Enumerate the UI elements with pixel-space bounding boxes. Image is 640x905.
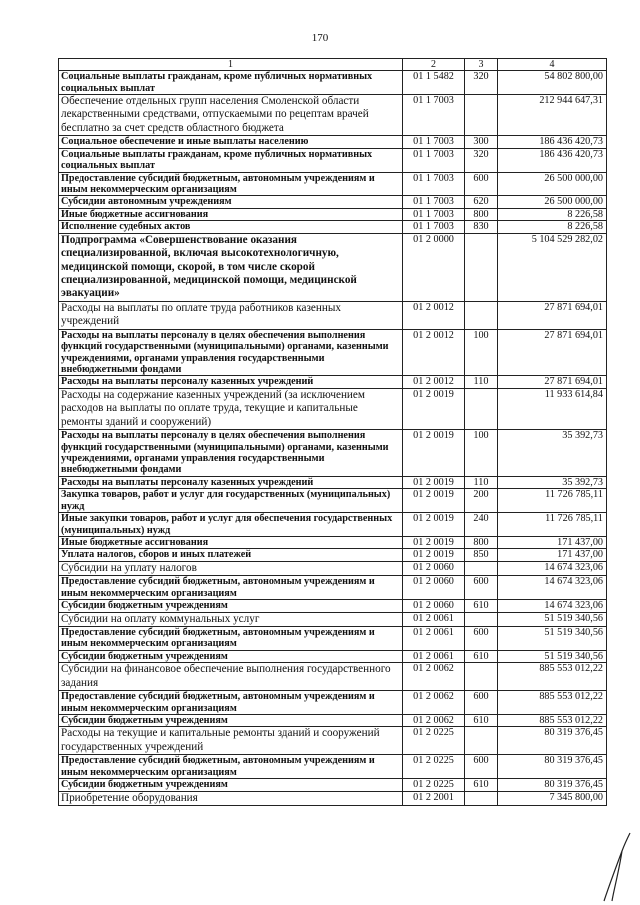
row-sum-cell: 14 674 323,06 <box>498 576 607 600</box>
row-code-cell: 01 2 0061 <box>403 626 465 650</box>
row-type-cell: 300 <box>465 136 498 148</box>
row-sum-cell: 8 226,58 <box>498 208 607 220</box>
row-name-cell: Социальные выплаты гражданам, кроме публичных нормативных социальных выплат <box>59 148 403 172</box>
budget-table <box>58 58 607 806</box>
row-name-cell: Предоставление субсидий бюджетным, автономным учреждениям и иным некоммерческим организациям <box>59 755 403 779</box>
table-row <box>59 476 607 488</box>
row-type-cell <box>465 663 498 691</box>
row-type-cell: 610 <box>465 600 498 612</box>
table-row <box>59 489 607 513</box>
row-sum-cell: 11 933 614,84 <box>498 388 607 429</box>
header-col-type: 3 <box>465 59 498 71</box>
row-sum-cell: 26 500 000,00 <box>498 172 607 196</box>
row-name-cell: Субсидии бюджетным учреждениям <box>59 779 403 791</box>
header-row <box>59 59 607 71</box>
row-name-cell: Закупка товаров, работ и услуг для государственных (муниципальных) нужд <box>59 489 403 513</box>
table-row <box>59 172 607 196</box>
row-code-cell: 01 2 0019 <box>403 388 465 429</box>
row-name-cell: Субсидии на финансовое обеспечение выполнения государственного задания <box>59 663 403 691</box>
row-sum-cell: 171 437,00 <box>498 537 607 549</box>
row-type-cell <box>465 727 498 755</box>
table-row <box>59 301 607 329</box>
row-name-cell: Предоставление субсидий бюджетным, автономным учреждениям и иным некоммерческим организациям <box>59 691 403 715</box>
row-sum-cell: 80 319 376,45 <box>498 727 607 755</box>
row-code-cell: 01 2 0012 <box>403 376 465 388</box>
table-row <box>59 727 607 755</box>
row-code-cell: 01 2 0019 <box>403 476 465 488</box>
row-code-cell: 01 2 0012 <box>403 301 465 329</box>
row-name-cell: Иные бюджетные ассигнования <box>59 208 403 220</box>
row-name-cell: Приобретение оборудования <box>59 791 403 805</box>
row-name-cell: Социальное обеспечение и иные выплаты населению <box>59 136 403 148</box>
row-sum-cell: 212 944 647,31 <box>498 95 607 136</box>
row-type-cell: 100 <box>465 329 498 376</box>
row-type-cell: 800 <box>465 537 498 549</box>
table-row <box>59 791 607 805</box>
row-name-cell: Субсидии бюджетным учреждениям <box>59 650 403 662</box>
header-col-code: 2 <box>403 59 465 71</box>
table-row <box>59 663 607 691</box>
row-name-cell: Расходы на выплаты персоналу в целях обеспечения выполнения функций государственными (муниципальными) органами, казенными учреждениями, органами управления государственными внебюджетными фондами <box>59 329 403 376</box>
row-sum-cell: 80 319 376,45 <box>498 755 607 779</box>
row-type-cell <box>465 95 498 136</box>
row-name-cell: Социальные выплаты гражданам, кроме публичных нормативных социальных выплат <box>59 71 403 95</box>
row-code-cell: 01 2 0019 <box>403 430 465 477</box>
row-sum-cell: 54 802 800,00 <box>498 71 607 95</box>
row-type-cell: 610 <box>465 714 498 726</box>
row-name-cell: Расходы на выплаты персоналу в целях обеспечения выполнения функций государственными (муниципальными) органами, казенными учреждениями, органами управления государственными внебюджетными фондами <box>59 430 403 477</box>
row-type-cell <box>465 561 498 575</box>
table-row <box>59 208 607 220</box>
table-row <box>59 71 607 95</box>
row-name-cell: Субсидии на уплату налогов <box>59 561 403 575</box>
table-row <box>59 233 607 301</box>
signature-mark <box>600 831 632 903</box>
row-name-cell: Расходы на содержание казенных учреждений (за исключением расходов на выплаты по оплате труда, текущие и капитальные ремонты зданий и сооружений) <box>59 388 403 429</box>
row-sum-cell: 35 392,73 <box>498 476 607 488</box>
table-row <box>59 714 607 726</box>
row-name-cell: Предоставление субсидий бюджетным, автономным учреждениям и иным некоммерческим организациям <box>59 576 403 600</box>
row-type-cell <box>465 388 498 429</box>
row-name-cell: Обеспечение отдельных групп населения Смоленской области лекарственными средствами, отпускаемыми по рецептам врачей бесплатно за счет средств областного бюджета <box>59 95 403 136</box>
row-sum-cell: 51 519 340,56 <box>498 626 607 650</box>
table-row <box>59 755 607 779</box>
row-code-cell: 01 2 0225 <box>403 779 465 791</box>
row-sum-cell: 80 319 376,45 <box>498 779 607 791</box>
row-name-cell: Подпрограмма «Совершенствование оказания специализированной, включая высокотехнологичную, медицинской помощи, скорой, в том числе скорой специализированной, медицинской помощи, медицинской эвакуации» <box>59 233 403 301</box>
table-row <box>59 196 607 208</box>
row-name-cell: Предоставление субсидий бюджетным, автономным учреждениям и иным некоммерческим организациям <box>59 172 403 196</box>
table-row <box>59 626 607 650</box>
table-header <box>59 59 607 71</box>
row-code-cell: 01 2 0062 <box>403 714 465 726</box>
table-row <box>59 691 607 715</box>
row-sum-cell: 885 553 012,22 <box>498 663 607 691</box>
row-type-cell <box>465 791 498 805</box>
row-name-cell: Иные закупки товаров, работ и услуг для обеспечения государственных (муниципальных) нужд <box>59 513 403 537</box>
row-code-cell: 01 2 0019 <box>403 513 465 537</box>
row-type-cell: 620 <box>465 196 498 208</box>
row-type-cell: 600 <box>465 626 498 650</box>
row-code-cell: 01 2 0225 <box>403 755 465 779</box>
table-row <box>59 779 607 791</box>
row-sum-cell: 14 674 323,06 <box>498 600 607 612</box>
row-code-cell: 01 1 7003 <box>403 208 465 220</box>
row-type-cell: 600 <box>465 755 498 779</box>
row-type-cell: 800 <box>465 208 498 220</box>
table-row <box>59 221 607 233</box>
row-code-cell: 01 2 0061 <box>403 612 465 626</box>
row-type-cell: 320 <box>465 71 498 95</box>
table-row <box>59 148 607 172</box>
row-sum-cell: 186 436 420,73 <box>498 136 607 148</box>
row-name-cell: Расходы на выплаты персоналу казенных учреждений <box>59 376 403 388</box>
row-code-cell: 01 2 0000 <box>403 233 465 301</box>
row-sum-cell: 186 436 420,73 <box>498 148 607 172</box>
row-sum-cell: 51 519 340,56 <box>498 612 607 626</box>
row-name-cell: Расходы на выплаты персоналу казенных учреждений <box>59 476 403 488</box>
row-type-cell: 240 <box>465 513 498 537</box>
row-type-cell: 200 <box>465 489 498 513</box>
row-sum-cell: 11 726 785,11 <box>498 489 607 513</box>
row-type-cell <box>465 301 498 329</box>
row-name-cell: Иные бюджетные ассигнования <box>59 537 403 549</box>
row-name-cell: Субсидии бюджетным учреждениям <box>59 714 403 726</box>
row-name-cell: Субсидии бюджетным учреждениям <box>59 600 403 612</box>
row-sum-cell: 11 726 785,11 <box>498 513 607 537</box>
row-code-cell: 01 2 0062 <box>403 663 465 691</box>
row-sum-cell: 171 437,00 <box>498 549 607 561</box>
table-row <box>59 612 607 626</box>
table-row <box>59 650 607 662</box>
row-code-cell: 01 1 7003 <box>403 136 465 148</box>
row-sum-cell: 14 674 323,06 <box>498 561 607 575</box>
row-code-cell: 01 1 7003 <box>403 172 465 196</box>
row-sum-cell: 27 871 694,01 <box>498 301 607 329</box>
row-code-cell: 01 1 7003 <box>403 196 465 208</box>
table-row <box>59 576 607 600</box>
row-name-cell: Расходы на текущие и капитальные ремонты зданий и сооружений государственных учреждений <box>59 727 403 755</box>
row-type-cell: 610 <box>465 650 498 662</box>
table-row <box>59 561 607 575</box>
table-row <box>59 95 607 136</box>
row-code-cell: 01 2 0019 <box>403 549 465 561</box>
row-code-cell: 01 2 0060 <box>403 561 465 575</box>
table-row <box>59 549 607 561</box>
row-type-cell: 110 <box>465 476 498 488</box>
page-number: 170 <box>311 32 329 44</box>
row-sum-cell: 5 104 529 282,02 <box>498 233 607 301</box>
table-row <box>59 430 607 477</box>
row-type-cell: 830 <box>465 221 498 233</box>
row-name-cell: Субсидии автономным учреждениям <box>59 196 403 208</box>
row-name-cell: Исполнение судебных актов <box>59 221 403 233</box>
row-type-cell: 110 <box>465 376 498 388</box>
row-type-cell: 600 <box>465 172 498 196</box>
row-type-cell: 600 <box>465 691 498 715</box>
row-type-cell: 610 <box>465 779 498 791</box>
row-code-cell: 01 2 0019 <box>403 489 465 513</box>
row-code-cell: 01 2 0060 <box>403 600 465 612</box>
row-sum-cell: 27 871 694,01 <box>498 376 607 388</box>
row-sum-cell: 27 871 694,01 <box>498 329 607 376</box>
row-code-cell: 01 2 0225 <box>403 727 465 755</box>
row-name-cell: Расходы на выплаты по оплате труда работников казенных учреждений <box>59 301 403 329</box>
row-type-cell: 600 <box>465 576 498 600</box>
row-sum-cell: 7 345 800,00 <box>498 791 607 805</box>
row-code-cell: 01 2 0019 <box>403 537 465 549</box>
row-code-cell: 01 2 0012 <box>403 329 465 376</box>
row-code-cell: 01 2 2001 <box>403 791 465 805</box>
row-sum-cell: 885 553 012,22 <box>498 691 607 715</box>
row-name-cell: Уплата налогов, сборов и иных платежей <box>59 549 403 561</box>
row-name-cell: Субсидии на оплату коммунальных услуг <box>59 612 403 626</box>
row-code-cell: 01 1 7003 <box>403 221 465 233</box>
row-type-cell: 850 <box>465 549 498 561</box>
row-type-cell: 100 <box>465 430 498 477</box>
table-row <box>59 329 607 376</box>
row-code-cell: 01 1 7003 <box>403 148 465 172</box>
row-sum-cell: 35 392,73 <box>498 430 607 477</box>
table-row <box>59 136 607 148</box>
row-type-cell: 320 <box>465 148 498 172</box>
table-row <box>59 513 607 537</box>
table-row <box>59 600 607 612</box>
row-code-cell: 01 2 0062 <box>403 691 465 715</box>
row-code-cell: 01 1 7003 <box>403 95 465 136</box>
row-code-cell: 01 2 0061 <box>403 650 465 662</box>
row-type-cell <box>465 612 498 626</box>
table-row <box>59 388 607 429</box>
row-sum-cell: 8 226,58 <box>498 221 607 233</box>
header-col-sum: 4 <box>498 59 607 71</box>
row-name-cell: Предоставление субсидий бюджетным, автономным учреждениям и иным некоммерческим организациям <box>59 626 403 650</box>
row-code-cell: 01 2 0060 <box>403 576 465 600</box>
row-code-cell: 01 1 5482 <box>403 71 465 95</box>
row-type-cell <box>465 233 498 301</box>
table-body <box>59 71 607 806</box>
row-sum-cell: 26 500 000,00 <box>498 196 607 208</box>
header-col-name: 1 <box>59 59 403 71</box>
table-row <box>59 376 607 388</box>
table-row <box>59 537 607 549</box>
row-sum-cell: 51 519 340,56 <box>498 650 607 662</box>
row-sum-cell: 885 553 012,22 <box>498 714 607 726</box>
